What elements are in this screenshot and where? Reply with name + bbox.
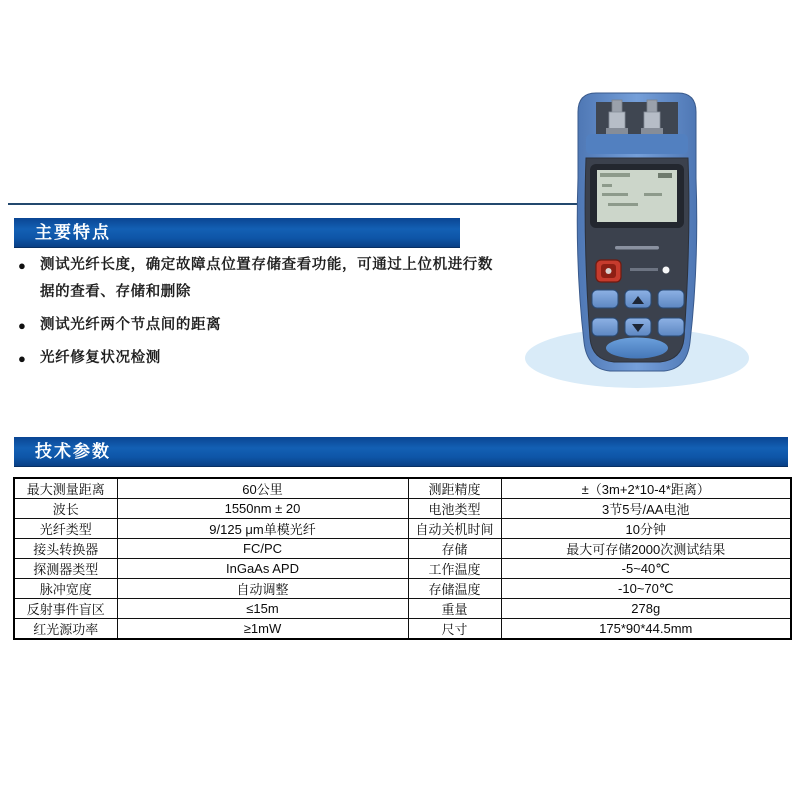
features-title: 主要特点 xyxy=(35,223,111,242)
spec-value: 60公里 xyxy=(117,478,408,499)
spec-label: 存储温度 xyxy=(408,579,501,599)
power-button xyxy=(596,260,621,282)
keypad-button xyxy=(658,290,684,308)
bullet-icon: ● xyxy=(18,258,27,273)
table-row xyxy=(14,619,791,640)
feature-item xyxy=(18,252,508,306)
spec-label: 自动关机时间 xyxy=(408,519,501,539)
led-label xyxy=(630,268,658,271)
spec-value: 最大可存储2000次测试结果 xyxy=(501,539,791,559)
spec-value: ≥1mW xyxy=(117,619,408,640)
spec-value: 1550nm ± 20 xyxy=(117,499,408,519)
spec-value: 3节5号/AA电池 xyxy=(501,499,791,519)
spec-label: 工作温度 xyxy=(408,559,501,579)
specs-title: 技术参数 xyxy=(35,442,111,461)
specs-table xyxy=(13,477,792,640)
section-header-features xyxy=(14,218,460,248)
keypad-button xyxy=(592,318,618,336)
device-top-lip xyxy=(586,134,688,154)
bottom-grip xyxy=(606,338,668,359)
spec-value: 10分钟 xyxy=(501,519,791,539)
spec-label: 波长 xyxy=(14,499,117,519)
spec-label: 尺寸 xyxy=(408,619,501,640)
spec-label: 存储 xyxy=(408,539,501,559)
spec-value: 自动调整 xyxy=(117,579,408,599)
spec-label: 红光源功率 xyxy=(14,619,117,640)
keypad-button xyxy=(592,290,618,308)
section-header-specs xyxy=(14,437,788,467)
features-divider-line xyxy=(8,203,580,205)
spec-value: InGaAs APD xyxy=(117,559,408,579)
table-row xyxy=(14,559,791,579)
features-list xyxy=(18,252,508,378)
spec-value: 9/125 μm单模光纤 xyxy=(117,519,408,539)
feature-item xyxy=(18,345,508,372)
table-row xyxy=(14,499,791,519)
table-row xyxy=(14,478,791,499)
spec-label: 反射事件盲区 xyxy=(14,599,117,619)
spec-value: FC/PC xyxy=(117,539,408,559)
keypad-button xyxy=(658,318,684,336)
bullet-icon: ● xyxy=(18,318,27,333)
spec-label: 最大测量距离 xyxy=(14,478,117,499)
status-led xyxy=(663,267,670,274)
feature-text: 测试光纤长度，确定故障点位置存储查看功能，可通过上位机进行数据的查看、存储和删除 xyxy=(40,257,493,300)
spec-label: 电池类型 xyxy=(408,499,501,519)
spec-label: 接头转换器 xyxy=(14,539,117,559)
spec-value: ±（3m+2*10-4*距离） xyxy=(501,478,791,499)
spec-value: 175*90*44.5mm xyxy=(501,619,791,640)
table-row xyxy=(14,579,791,599)
table-row xyxy=(14,519,791,539)
spec-value: 278g xyxy=(501,599,791,619)
brand-label xyxy=(615,246,659,250)
product-image xyxy=(520,60,770,390)
spec-label: 重量 xyxy=(408,599,501,619)
bullet-icon: ● xyxy=(18,351,27,366)
spec-value: -10~70℃ xyxy=(501,579,791,599)
feature-text: 光纤修复状况检测 xyxy=(40,350,161,366)
spec-label: 探测器类型 xyxy=(14,559,117,579)
feature-text: 测试光纤两个节点间的距离 xyxy=(40,317,222,333)
table-row xyxy=(14,539,791,559)
feature-item xyxy=(18,312,508,339)
spec-label: 脉冲宽度 xyxy=(14,579,117,599)
table-row xyxy=(14,599,791,619)
spec-value: -5~40℃ xyxy=(501,559,791,579)
spec-value: ≤15m xyxy=(117,599,408,619)
spec-label: 测距精度 xyxy=(408,478,501,499)
spec-label: 光纤类型 xyxy=(14,519,117,539)
